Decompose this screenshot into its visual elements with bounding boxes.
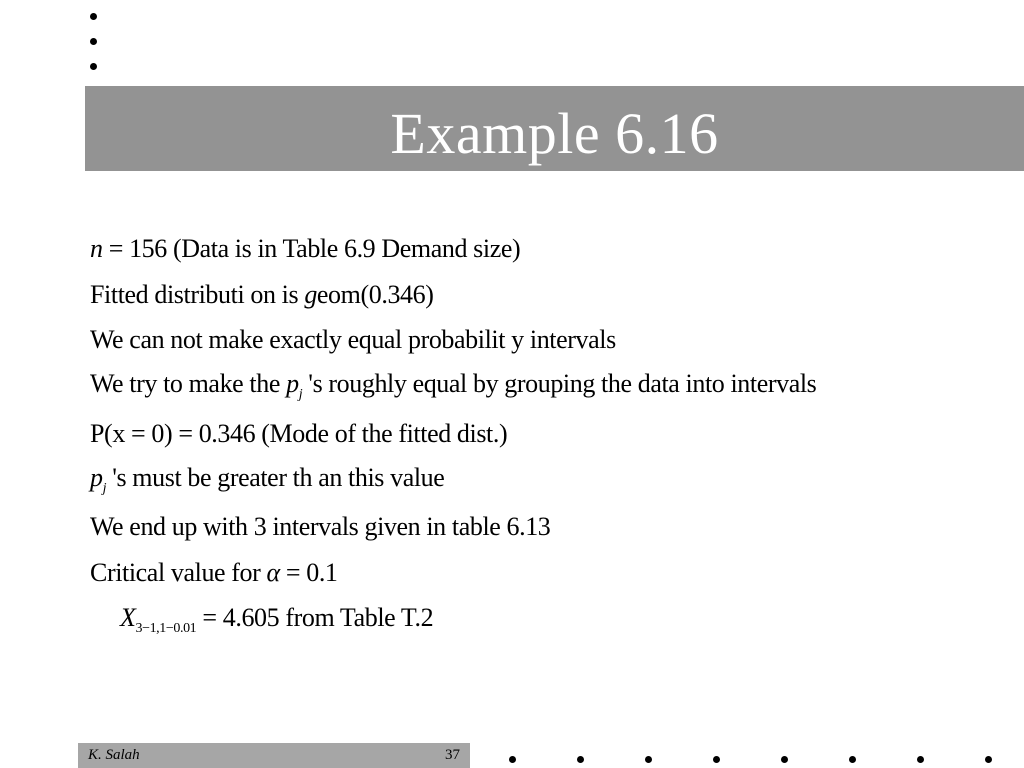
line-fitted-distribution (90, 280, 434, 310)
line-three-intervals (90, 512, 550, 542)
decor-dot (781, 756, 788, 763)
decor-dot (90, 13, 97, 20)
decor-dot (90, 63, 97, 70)
line-text: eom(0.346) (316, 280, 434, 309)
line-text: = 0.1 (279, 558, 338, 587)
decor-dot (713, 756, 720, 763)
decor-dot (577, 756, 584, 763)
slide-title: Example 6.16 (390, 101, 719, 166)
line-pj-greater (90, 463, 444, 497)
var-n: n (90, 234, 103, 263)
subscript-j: j (298, 387, 303, 402)
line-text: 's must be greater th an this value (106, 463, 445, 492)
line-text: = 4.605 from Table T.2 (196, 603, 434, 632)
line-text: We end up with 3 intervals given in table 6.13 (90, 512, 551, 541)
line-critical-value (90, 558, 338, 588)
var-x: X (120, 603, 136, 632)
footer-author: K. Salah (88, 747, 140, 763)
line-text: = 156 (Data is in Table 6.9 Demand size) (102, 234, 521, 263)
line-text: Fitted distributi on is (90, 280, 305, 309)
decor-dot (645, 756, 652, 763)
title-bar (85, 86, 1024, 171)
subscript-degrees: 3−1,1−0.01 (135, 621, 197, 636)
footer-bar (78, 743, 470, 768)
decor-dot (509, 756, 516, 763)
line-text: 's roughly equal by grouping the data into intervals (302, 369, 817, 398)
line-chi-square (120, 603, 433, 637)
var-p: p (90, 463, 103, 492)
subscript-j: j (102, 481, 107, 496)
line-text: P(x = 0) = 0.346 (Mode of the fitted dist.) (90, 419, 508, 448)
line-text: We try to make the (90, 369, 287, 398)
decor-dot (985, 756, 992, 763)
line-grouping (90, 369, 816, 403)
line-text: Critical value for (90, 558, 267, 587)
page-number: 37 (445, 747, 460, 763)
var-g: g (304, 280, 317, 309)
line-sample-size (90, 234, 520, 264)
decor-dot (849, 756, 856, 763)
var-p: p (286, 369, 299, 398)
decor-dot (917, 756, 924, 763)
line-text: We can not make exactly equal probabilit y intervals (90, 325, 616, 354)
decor-dot (90, 38, 97, 45)
line-equal-intervals (90, 325, 616, 355)
var-alpha: α (266, 558, 280, 587)
line-mode-probability (90, 419, 507, 449)
